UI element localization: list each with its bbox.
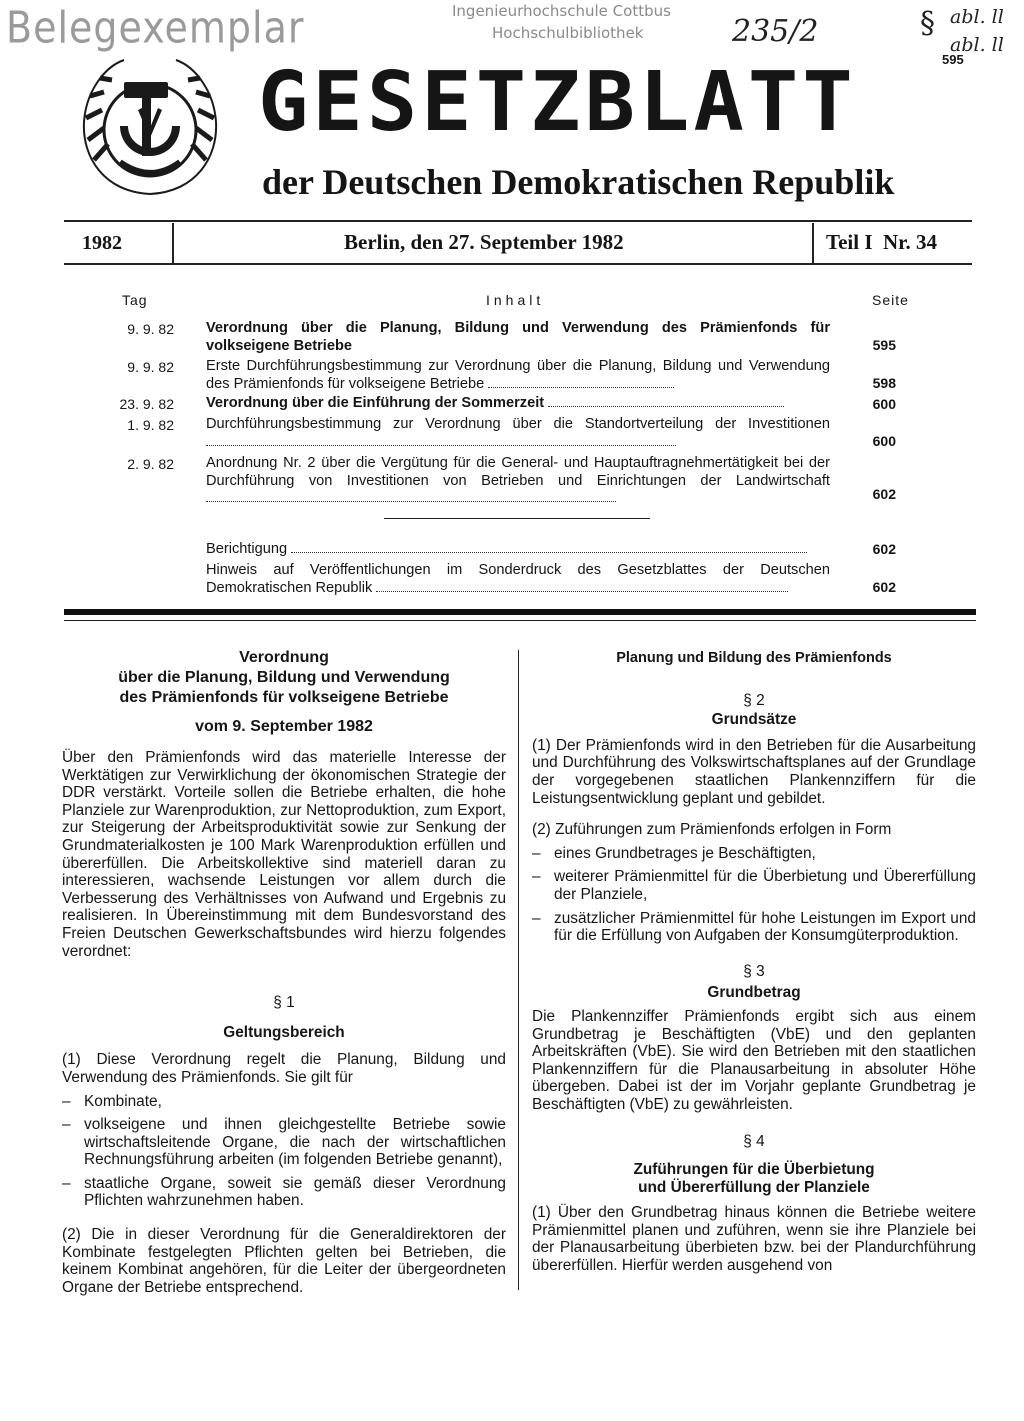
- toc-page: 595: [872, 337, 896, 353]
- toc-page: 602: [872, 541, 896, 557]
- page-number-top: 595: [942, 52, 964, 67]
- section-1-para-1: (1) Diese Verordnung regelt die Planung, Bildung und Verwendung des Prämienfonds. Sie gilt für: [62, 1051, 506, 1086]
- handwritten-mark: §: [920, 6, 935, 41]
- content-rule-heavy: [64, 609, 976, 615]
- toc-extra-text: Berichtigung: [206, 541, 830, 559]
- list-item: – zusätzlicher Prämienmittel für hohe Leistungen im Export und für die Erfüllung von Aufgaben der Konsumgüterproduktion.: [532, 910, 976, 945]
- gazette-subtitle: der Deutschen Demokratischen Republik: [262, 162, 895, 202]
- ordinance-preamble: Über den Prämienfonds wird das materielle Interesse der Werktätigen zur Verwirklichung der ökonomischen Strategie der DDR verstärkt. Vorteile sollen die Betriebe erhalten, die hohe Planziele zur Warenproduktion, zur Nettoproduktion, zum Export, zur Steigerung der Arbeitsproduktivität sowie zur Senkung der Grundmaterialkosten je 100 Mark Warenproduktion erfüllen und übererfüllen. Die Arbeitskollektive sind materiell daran zu interessieren, wachsende Leistungen vor allem durch die Verbesserung des Verhältnisses von Aufwand und Ergebnis zu realisieren. In Übereinstimmung mit dem Bundesvorstand des Freien Deutschen Gewerkschaftsbundes wird hierzu folgendes verordnet:: [62, 749, 506, 960]
- toc-entry-text: Verordnung über die Planung, Bildung und Verwendung des Prämienfonds für volkseigene Betriebe: [206, 320, 830, 354]
- header-divider-1: [172, 223, 174, 263]
- list-item: – staatliche Organe, soweit sie gemäß dieser Verordnung Pflichten wahrzunehmen haben.: [62, 1175, 506, 1210]
- toc-date: 2. 9. 82: [127, 456, 174, 472]
- section-4-number: § 4: [743, 1133, 765, 1151]
- handwritten-note-2: abl. ll: [950, 34, 1004, 56]
- section-2-title: Grundsätze: [711, 711, 797, 729]
- content-rule-thin: [64, 620, 976, 621]
- section-1-title: Geltungsbereich: [223, 1023, 345, 1041]
- section-2-para-2: (2) Zuführungen zum Prämienfonds erfolgen in Form: [532, 821, 892, 839]
- toc-entry-text: Verordnung über die Einführung der Sommerzeit: [206, 395, 830, 413]
- list-item: – eines Grundbetrages je Beschäftigten,: [532, 845, 976, 863]
- issue-dateline: Berlin, den 27. September 1982: [344, 230, 624, 254]
- section-4-title-1: Zuführungen für die Überbietung: [633, 1161, 875, 1179]
- state-emblem-icon: [74, 52, 226, 202]
- right-column: [532, 650, 976, 1275]
- toc-date: 9. 9. 82: [127, 359, 174, 375]
- handwritten-number: 235/2: [732, 14, 819, 49]
- section-4-para-1: (1) Über den Grundbetrag hinaus können die Betriebe weitere Prämienmittel planen und zuführen, wenn sie ihre Planziele bei der Planausarbeitung überbieten bzw. bei der Plandurchführung übererfüllen. Hierfür werden ausgehend von: [532, 1204, 976, 1275]
- toc-date: 1. 9. 82: [127, 417, 174, 433]
- library-stamp-line1: Ingenieurhochschule Cottbus: [452, 2, 671, 20]
- handwritten-note-1: abl. ll: [950, 6, 1004, 28]
- section-1-number: § 1: [273, 994, 295, 1012]
- section-2-para-1: (1) Der Prämienfonds wird in den Betrieben für die Ausarbeitung und Durchführung des Volkswirtschaftsplanes auf der Grundlage der vorgegebenen staatlichen Plankennziffern für die Leistungsentwicklung geplant und gebildet.: [532, 736, 976, 807]
- list-item: – volkseigene und ihnen gleichgestellte Betriebe sowie wirtschaftsleitende Organe, die nach der wirtschaftlichen Rechnungsführung arbeiten (im folgenden Betriebe genannt),: [62, 1116, 506, 1169]
- list-item: – Kombinate,: [62, 1093, 506, 1111]
- toc-separator: [384, 518, 650, 519]
- toc-page: 598: [872, 375, 896, 391]
- ordinance-title-3: des Prämienfonds für volkseigene Betriebe: [119, 689, 449, 706]
- header-divider-2: [812, 223, 814, 263]
- header-rule-top: [64, 220, 972, 222]
- toc-date: 23. 9. 82: [119, 396, 174, 412]
- column-divider: [518, 650, 519, 1290]
- toc-col-seite: Seite: [872, 292, 909, 308]
- ordinance-date: vom 9. September 1982: [195, 718, 373, 735]
- gazette-title: GESETZBLATT: [258, 55, 857, 150]
- issue-part: Teil I Nr. 34: [826, 230, 938, 254]
- toc-entry-text: Anordnung Nr. 2 über die Vergütung für die General- und Hauptauftragnehmertätigkeit bei der Durchführung von Investitionen von Betrieben und Einrichtungen der Landwirtschaft: [206, 455, 830, 508]
- toc-page: 602: [872, 579, 896, 595]
- toc-col-inhalt: Inhalt: [486, 292, 545, 308]
- header-rule-bottom: [64, 263, 972, 265]
- toc-page: 600: [872, 433, 896, 449]
- toc-date: 9. 9. 82: [127, 321, 174, 337]
- section-2-number: § 2: [743, 691, 765, 709]
- ordinance-title-1: Verordnung: [239, 649, 329, 666]
- section-3-number: § 3: [743, 962, 765, 980]
- left-column: [62, 648, 506, 1296]
- stamp-belegexemplar: Belegexemplar: [6, 2, 305, 53]
- section-3-title: Grundbetrag: [707, 984, 801, 1002]
- toc-entry-text: Erste Durchführungsbestimmung zur Verordnung über die Planung, Bildung und Verwendung des Prämienfonds für volkseigene Betriebe: [206, 358, 830, 392]
- section-3-para-1: Die Plankennziffer Prämienfonds ergibt sich aus einem Grundbetrag je Beschäftigten (VbE) und den geplanten Arbeitskräften (VbE). Sie wird den Betrieben mit den staatlichen Plankennziffern für die Planausarbeitung in absoluter Höhe übergeben. Dabei ist der im Vorjahr geplante Grundbetrag je Beschäftigten (VbE) zu gewährleisten.: [532, 1007, 976, 1113]
- section-1-para-2: (2) Die in dieser Verordnung für die Generaldirektoren der Kombinate festgelegten Pflichten gelten bei Betrieben, die keinem Kombinat angehören, für die Leiter der übergeordneten Organe der Betriebe entsprechend.: [62, 1226, 506, 1296]
- toc-extra-text: Hinweis auf Veröffentlichungen im Sonderdruck des Gesetzblattes der Deutschen Demokratischen Republik: [206, 562, 830, 596]
- library-stamp-line2: Hochschulbibliothek: [492, 24, 644, 42]
- toc-page: 602: [872, 486, 896, 502]
- list-item: – weiterer Prämienmittel für die Überbietung und Übererfüllung der Planziele,: [532, 868, 976, 903]
- toc-entry-text: Durchführungsbestimmung zur Verordnung über die Standortverteilung der Investitionen: [206, 416, 830, 451]
- part-title: Planung und Bildung des Prämienfonds: [616, 650, 892, 666]
- ordinance-title-2: über die Planung, Bildung und Verwendung: [118, 669, 450, 686]
- issue-year: 1982: [82, 232, 122, 254]
- toc-page: 600: [872, 396, 896, 412]
- toc-col-tag: Tag: [122, 292, 148, 308]
- section-4-title-2: und Übererfüllung der Planziele: [638, 1178, 870, 1196]
